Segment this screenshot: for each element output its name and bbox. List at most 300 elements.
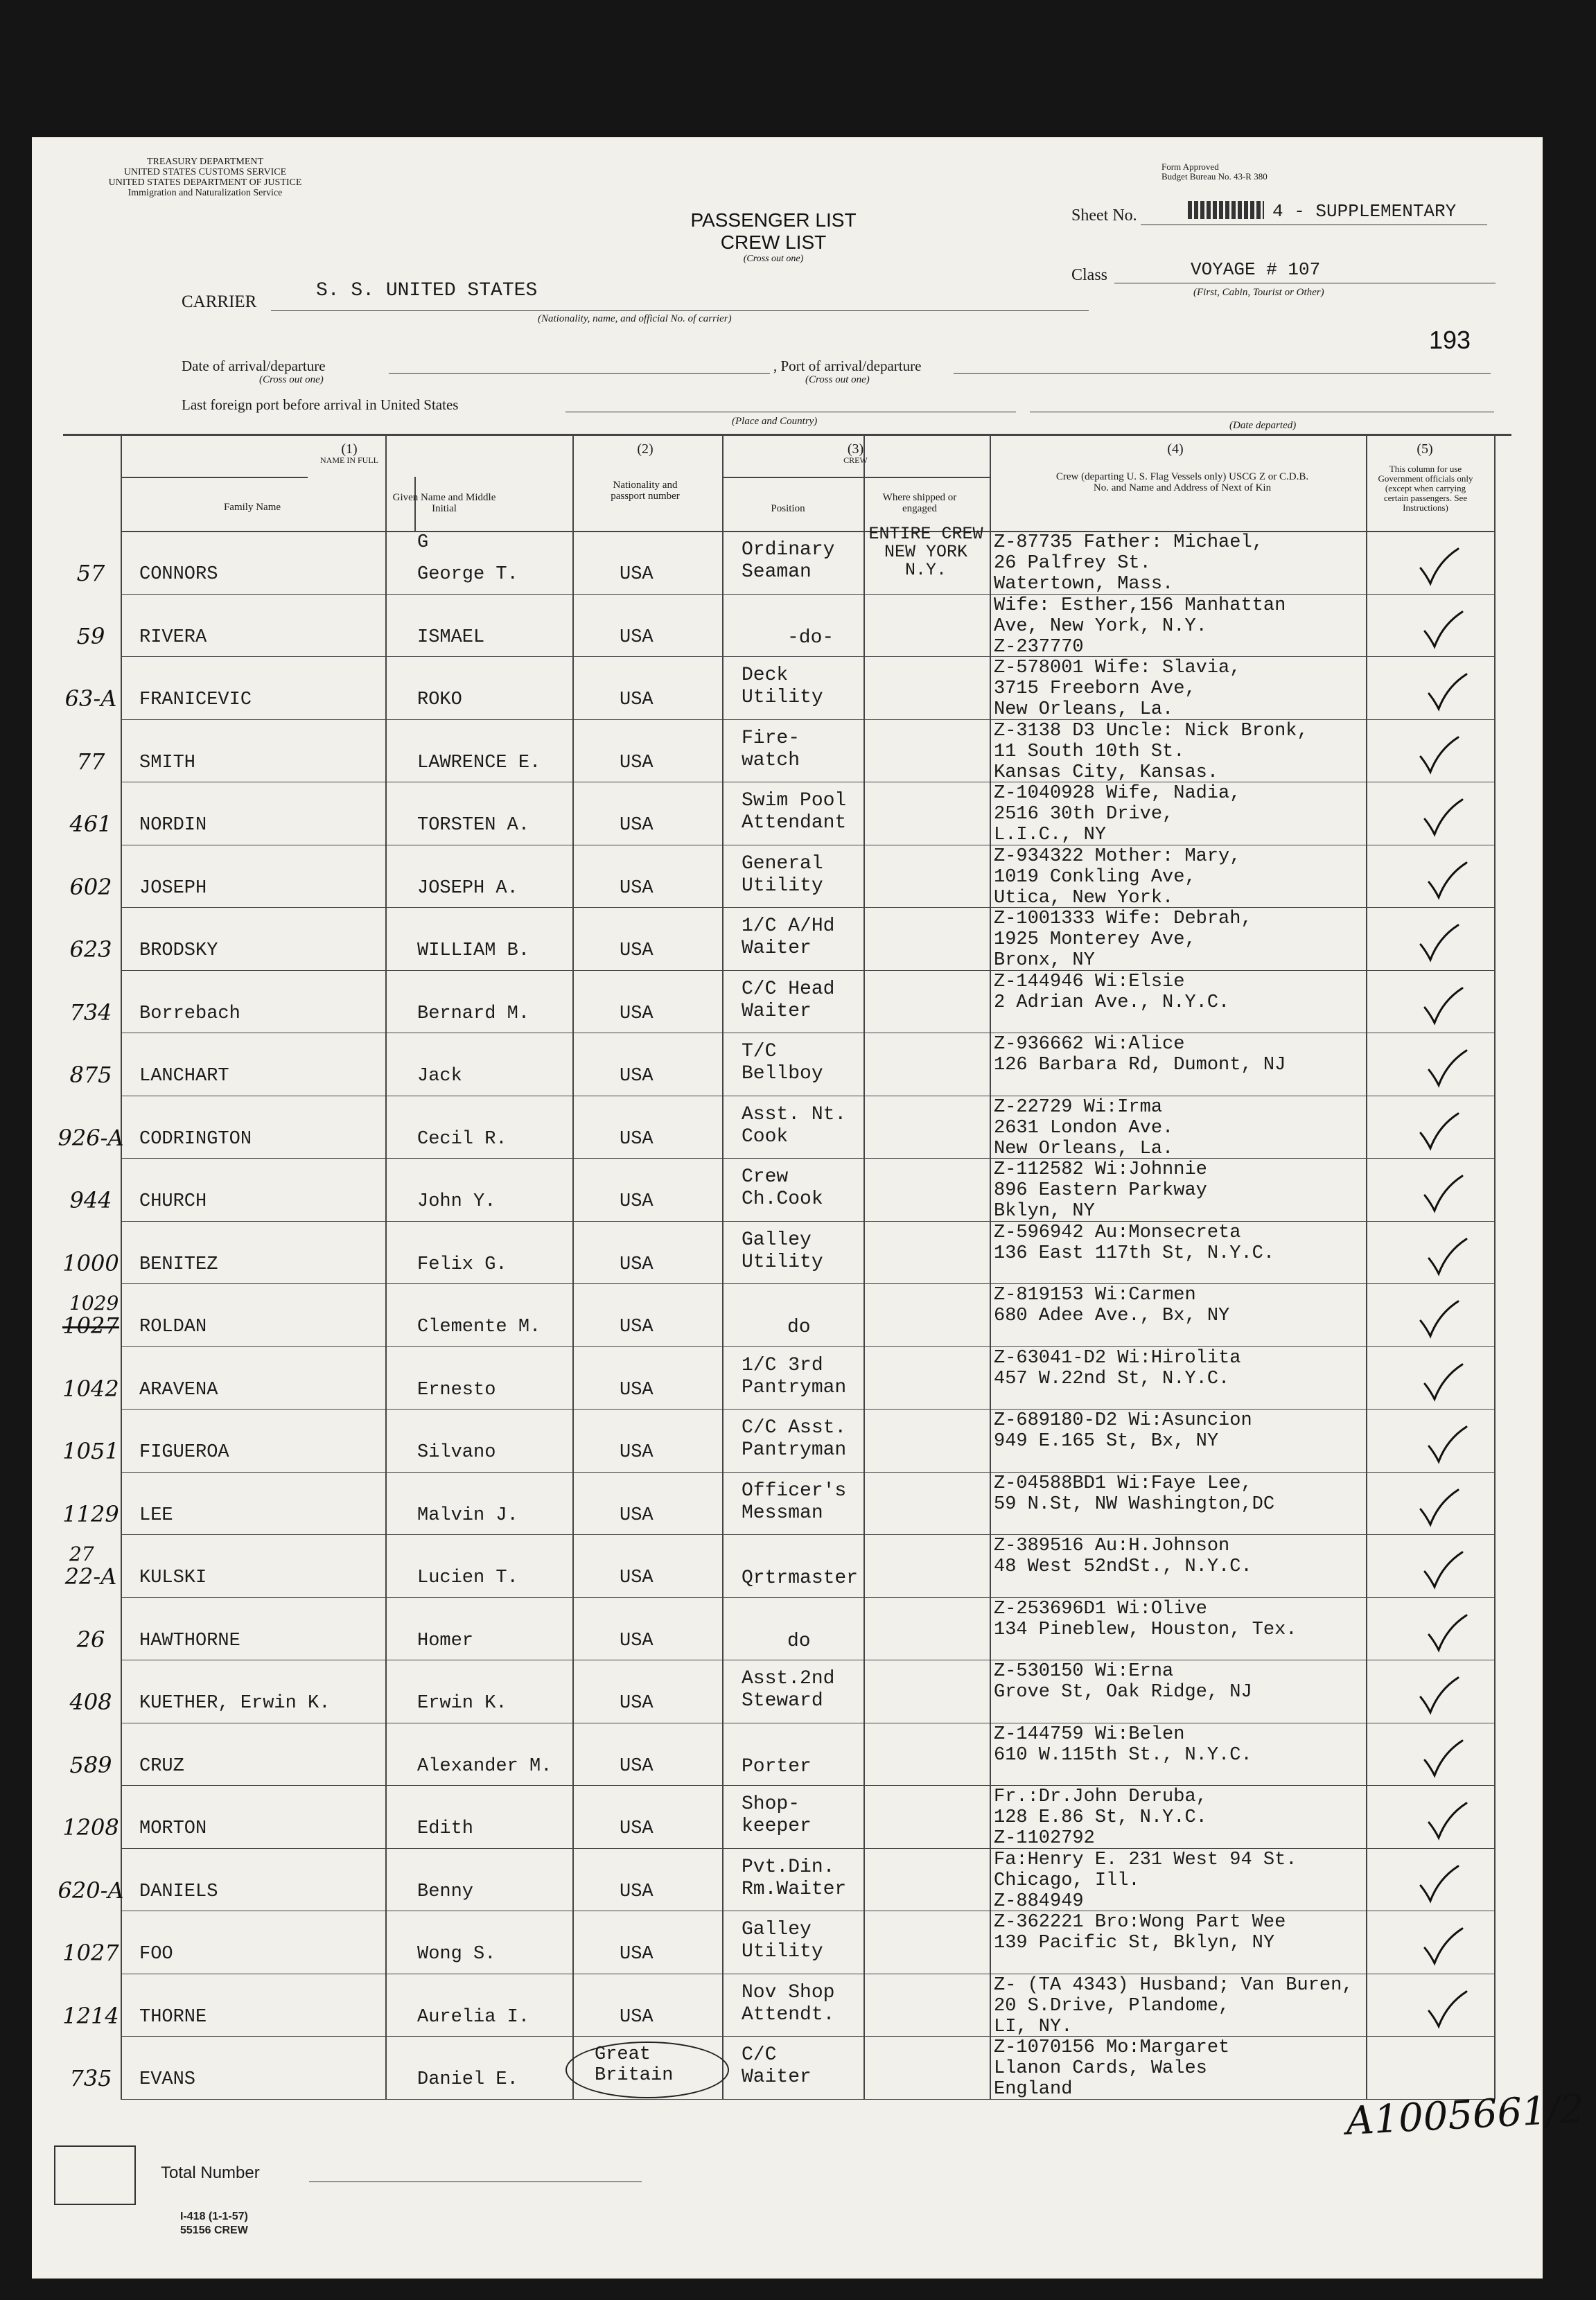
position: do	[787, 1317, 811, 1338]
next-of-kin-line: 896 Eastern Parkway	[994, 1180, 1207, 1201]
row-number: 22-A	[64, 1563, 117, 1590]
col4-title: Crew (departing U. S. Flag Vessels only) USCG Z or C.D.B. No. and Name and Address of Next of Kin	[1055, 471, 1309, 493]
next-of-kin-line: 134 Pineblew, Houston, Tex.	[994, 1619, 1297, 1640]
nationality: USA	[620, 1693, 654, 1714]
position: Bellboy	[742, 1063, 823, 1085]
position: Waiter	[742, 1000, 812, 1022]
check-mark-icon	[1418, 1865, 1436, 1898]
next-of-kin-line: 139 Pacific St, Bklyn, NY	[994, 1933, 1275, 1954]
next-of-kin-line: 3715 Freeborn Ave,	[994, 678, 1196, 699]
family-name: FIGUEROA	[139, 1442, 229, 1463]
next-of-kin-line: Z-22729 Wi:Irma	[994, 1096, 1163, 1118]
family-name: Borrebach	[139, 1003, 240, 1024]
row-number-note: 27	[69, 1543, 94, 1565]
col4-number: (4)	[1167, 441, 1184, 457]
family-name: ROLDAN	[139, 1317, 207, 1337]
total-box	[54, 2145, 136, 2205]
next-of-kin-line: 949 E.165 St, Bx, NY	[994, 1431, 1219, 1452]
row-rule	[121, 719, 1494, 720]
next-of-kin-line: 2 Adrian Ave., N.Y.C.	[994, 992, 1230, 1013]
position: Galley	[742, 1229, 812, 1251]
form-approved-line: Form Approved	[1161, 161, 1219, 172]
row-number: 602	[69, 873, 112, 900]
carrier-note: (Nationality, name, and official No. of carrier)	[538, 313, 732, 324]
family-name: SMITH	[139, 752, 196, 773]
position: Pvt.Din.	[742, 1856, 835, 1878]
family-name: ARAVENA	[139, 1379, 218, 1401]
check-mark-icon	[1422, 1551, 1440, 1584]
family-name: RIVERA	[139, 626, 207, 648]
given-name: John Y.	[417, 1191, 496, 1212]
nationality: USA	[620, 1504, 654, 1526]
position: keeper	[742, 1816, 812, 1837]
row-rule	[121, 1785, 1494, 1786]
col3-title: CREW	[843, 455, 868, 465]
row-number-note: 1029	[69, 1292, 119, 1315]
check-mark-icon	[1422, 1739, 1440, 1773]
check-mark-icon	[1422, 987, 1440, 1020]
position: Asst. Nt.	[742, 1103, 847, 1125]
next-of-kin-line: Z-112582 Wi:Johnnie	[994, 1159, 1207, 1180]
next-of-kin-line: Z-689180-D2 Wi:Asuncion	[994, 1410, 1252, 1431]
column-rule	[385, 434, 387, 2099]
column-rule	[863, 434, 865, 2099]
col2-number: (2)	[637, 441, 654, 457]
position: Nov Shop	[742, 1981, 835, 2003]
next-of-kin-line: 2516 30th Drive,	[994, 804, 1174, 825]
last-port-label: Last foreign port before arrival in United States	[182, 396, 459, 413]
row-number: 63-A	[64, 685, 117, 712]
next-of-kin-line: Wife: Esther,156 Manhattan	[994, 595, 1286, 616]
row-number: 944	[69, 1187, 112, 1213]
check-mark-icon	[1422, 1927, 1440, 1960]
date-departed-note: (Date departed)	[1229, 420, 1297, 431]
position: Attendant	[742, 812, 847, 834]
row-rule	[121, 656, 1494, 657]
family-name: CRUZ	[139, 1755, 184, 1777]
position: Attendt.	[742, 2003, 835, 2026]
nationality: USA	[620, 1066, 654, 1087]
given-name: Clemente M.	[417, 1317, 541, 1337]
next-of-kin-line: 2631 London Ave.	[994, 1117, 1174, 1139]
nationality: USA	[620, 1379, 654, 1401]
agency-line: Immigration and Naturalization Service	[128, 188, 283, 198]
family-name: HAWTHORNE	[139, 1630, 240, 1651]
position: Messman	[742, 1502, 823, 1524]
next-of-kin-line: Z-362221 Bro:Wong Part Wee	[994, 1912, 1286, 1933]
column-rule	[722, 434, 724, 2099]
check-mark-icon	[1426, 1238, 1444, 1271]
title-cross-note: (Cross out one)	[743, 254, 804, 264]
family-name: CONNORS	[139, 564, 218, 585]
row-number: 875	[69, 1062, 112, 1088]
position: General	[742, 852, 823, 875]
row-rule	[121, 1283, 1494, 1284]
given-name: Felix G.	[417, 1254, 507, 1275]
column-rule	[1366, 434, 1367, 2099]
next-of-kin-line: Z-144759 Wi:Belen	[994, 1723, 1185, 1745]
header-rule	[722, 477, 990, 478]
sheet-label: Sheet No.	[1071, 207, 1137, 225]
row-number: 589	[69, 1751, 112, 1778]
given-name: Malvin J.	[417, 1504, 518, 1526]
check-mark-icon	[1418, 1112, 1436, 1145]
family-name: MORTON	[139, 1818, 207, 1839]
row-rule	[121, 907, 1494, 908]
next-of-kin-line: Z-87735 Father: Michael,	[994, 532, 1263, 553]
row-number: 735	[69, 2065, 112, 2091]
next-of-kin-line: Z-237770	[994, 636, 1084, 658]
next-of-kin-line: 126 Barbara Rd, Dumont, NJ	[994, 1055, 1286, 1076]
next-of-kin-line: Watertown, Mass.	[994, 574, 1174, 595]
position: Officer's	[742, 1480, 847, 1502]
row-number: 77	[76, 748, 105, 775]
check-mark-icon	[1422, 798, 1440, 832]
nationality: USA	[620, 1881, 654, 1902]
nationality: USA	[620, 1317, 654, 1337]
family-name: DANIELS	[139, 1881, 218, 1902]
where-header: Where shipped or engaged	[882, 492, 957, 514]
crew-list-form	[32, 137, 1586, 2279]
row-number: 623	[69, 936, 112, 963]
nationality: USA	[620, 626, 654, 648]
col5-title: This column for use Government officials only (except when carrying certain passengers. See Instructions)	[1378, 464, 1473, 513]
next-of-kin-line: England	[994, 2079, 1073, 2100]
given-name: JOSEPH A.	[417, 877, 518, 899]
check-mark-icon	[1426, 1425, 1444, 1459]
next-of-kin-line: Z-144946 Wi:Elsie	[994, 971, 1185, 992]
agency-line: UNITED STATES CUSTOMS SERVICE	[123, 167, 287, 177]
row-rule	[121, 1472, 1494, 1473]
family-name: LEE	[139, 1504, 173, 1526]
next-of-kin-line: Kansas City, Kansas.	[994, 762, 1219, 783]
next-of-kin-line: New Orleans, La.	[994, 699, 1174, 720]
given-name: ROKO	[417, 690, 462, 710]
given-name: Homer	[417, 1630, 474, 1651]
next-of-kin-line: New Orleans, La.	[994, 1138, 1174, 1159]
row-rule	[121, 1346, 1494, 1347]
row-rule	[121, 1848, 1494, 1849]
row-rule	[121, 1409, 1494, 1410]
title-crew: CREW LIST	[720, 231, 827, 253]
next-of-kin-line: L.I.C., NY	[994, 825, 1107, 845]
given-name: Silvano	[417, 1442, 496, 1463]
family-name: JOSEPH	[139, 877, 207, 899]
check-mark-icon	[1426, 861, 1444, 895]
next-of-kin-line: Z-596942 Au:Monsecreta	[994, 1222, 1241, 1243]
next-of-kin-line: 128 E.86 St, N.Y.C.	[994, 1807, 1207, 1828]
position: Waiter	[742, 2066, 812, 2088]
position: Deck	[742, 665, 789, 686]
position: watch	[742, 749, 800, 771]
nationality: USA	[620, 877, 654, 899]
family-name: KUETHER, Erwin K.	[139, 1693, 331, 1714]
next-of-kin-line: Chicago, Ill.	[994, 1870, 1140, 1891]
nationality: USA	[620, 1568, 654, 1588]
given-name: Alexander M.	[417, 1755, 552, 1777]
position: Seaman	[742, 561, 812, 583]
agency-line: TREASURY DEPARTMENT	[146, 157, 264, 167]
next-of-kin-line: Z-253696D1 Wi:Olive	[994, 1598, 1207, 1619]
class-value: VOYAGE # 107	[1191, 259, 1321, 280]
place-note: (Place and Country)	[732, 416, 818, 427]
nationality: USA	[620, 752, 654, 773]
column-rule	[990, 434, 991, 2099]
check-mark-icon	[1422, 611, 1440, 644]
next-of-kin-line: Z-04588BD1 Wi:Faye Lee,	[994, 1473, 1252, 1494]
next-of-kin-line: Z-3138 D3 Uncle: Nick Bronk,	[994, 720, 1308, 741]
col5-number: (5)	[1417, 441, 1433, 457]
stamp-number: A1005661/2	[1344, 2087, 1586, 2144]
check-mark-icon	[1426, 1990, 1444, 2024]
position: Crew	[742, 1166, 789, 1188]
row-rule	[121, 2099, 1494, 2100]
nationality: USA	[620, 1818, 654, 1839]
position: Ch.Cook	[742, 1188, 823, 1210]
check-mark-icon	[1426, 673, 1444, 706]
nationality: USA	[620, 1755, 654, 1777]
next-of-kin-line: Z-934322 Mother: Mary,	[994, 845, 1241, 867]
where-shipped: N.Y.	[904, 560, 947, 580]
nationality: USA	[620, 1630, 654, 1651]
position: T/C	[742, 1041, 777, 1062]
row-number: 1027	[62, 1313, 119, 1339]
position: -do-	[787, 626, 834, 649]
next-of-kin-line: 59 N.St, NW Washington,DC	[994, 1493, 1275, 1515]
given-name: Edith	[417, 1818, 474, 1839]
nationality: USA	[620, 2006, 654, 2028]
row-rule	[121, 1534, 1494, 1535]
family-name: THORNE	[139, 2006, 207, 2028]
row-rule	[121, 594, 1494, 595]
position: 1/C A/Hd	[742, 915, 835, 937]
where-shipped: ENTIRE CREW	[868, 524, 983, 544]
family-name: CODRINGTON	[139, 1128, 252, 1150]
row-rule	[121, 2036, 1494, 2037]
row-number: 57	[76, 560, 105, 586]
family-name: CHURCH	[139, 1191, 207, 1212]
position: do	[787, 1630, 811, 1652]
family-name: EVANS	[139, 2069, 196, 2090]
given-name: ISMAEL	[417, 626, 485, 648]
position: Porter	[742, 1755, 812, 1777]
next-of-kin-line: LI, NY.	[994, 2016, 1073, 2037]
nationality: USA	[620, 1944, 654, 1965]
row-number: 1129	[62, 1500, 119, 1527]
family-name: BRODSKY	[139, 940, 218, 961]
next-of-kin-line: Grove St, Oak Ridge, NJ	[994, 1682, 1252, 1703]
next-of-kin-line: Z-1001333 Wife: Debrah,	[994, 908, 1252, 929]
next-of-kin-line: 136 East 117th St, N.Y.C.	[994, 1243, 1275, 1264]
page-number: 193	[1429, 326, 1471, 354]
next-of-kin-line: Z-884949	[994, 1890, 1084, 1912]
row-number: 1042	[62, 1375, 119, 1402]
next-of-kin-line: Z- (TA 4343) Husband; Van Buren,	[994, 1974, 1353, 1996]
position: C/C	[742, 2044, 777, 2066]
row-number: 620-A	[58, 1877, 124, 1904]
check-mark-icon	[1426, 1802, 1444, 1835]
col3-number: (3)	[847, 441, 864, 457]
col1-title: NAME IN FULL	[320, 455, 378, 465]
position: Utility	[742, 875, 823, 897]
check-mark-icon	[1418, 547, 1436, 581]
row-number: 1208	[62, 1814, 119, 1841]
nationality: USA	[620, 815, 654, 836]
row-number: 734	[69, 999, 112, 1026]
form-code: 55156 CREW	[180, 2224, 248, 2236]
port-label: , Port of arrival/departure	[773, 358, 922, 374]
nationality: USA	[620, 1128, 654, 1150]
class-label: Class	[1071, 266, 1108, 284]
position: Pantryman	[742, 1439, 847, 1461]
row-number: 59	[76, 622, 105, 649]
nationality: USA	[620, 564, 654, 585]
nationality: USA	[620, 940, 654, 961]
next-of-kin-line: Ave, New York, N.Y.	[994, 615, 1207, 637]
nationality-header: Nationality and passport number	[611, 480, 680, 502]
given-name: Ernesto	[417, 1379, 496, 1401]
nationality: Great Britain	[595, 2044, 674, 2086]
next-of-kin-line: Fr.:Dr.John Deruba,	[994, 1787, 1207, 1807]
position: C/C Head	[742, 978, 835, 1000]
position: Ordinary	[742, 539, 835, 561]
col1-header	[121, 441, 578, 466]
title-passenger: PASSENGER LIST	[690, 209, 857, 231]
position: Fire-	[742, 727, 800, 749]
row-number: 926-A	[58, 1124, 124, 1151]
class-note: (First, Cabin, Tourist or Other)	[1193, 287, 1324, 298]
form-number: I-418 (1-1-57)	[180, 2211, 248, 2222]
given-name: LAWRENCE E.	[417, 752, 541, 773]
position: Asst.2nd	[742, 1668, 835, 1689]
position: Steward	[742, 1690, 823, 1712]
position: Pantryman	[742, 1376, 847, 1398]
position: Utility	[742, 1251, 823, 1273]
where-shipped: NEW YORK	[884, 542, 968, 562]
family-header: Family Name	[223, 502, 281, 513]
position: Utility	[742, 1941, 823, 1963]
next-of-kin-line: Z-936662 Wi:Alice	[994, 1034, 1185, 1055]
header-bottom-rule	[121, 531, 1494, 532]
next-of-kin-line: Z-819153 Wi:Carmen	[994, 1285, 1196, 1306]
carrier-label: CARRIER	[182, 292, 257, 311]
row-number: 461	[69, 811, 112, 837]
check-mark-icon	[1418, 1489, 1436, 1522]
row-number: 1051	[62, 1438, 119, 1464]
given-name: Bernard M.	[417, 1003, 530, 1024]
next-of-kin-line: Z-530150 Wi:Erna	[994, 1661, 1174, 1682]
check-mark-icon	[1426, 1614, 1444, 1647]
next-of-kin-line: Bklyn, NY	[994, 1201, 1095, 1222]
position: 1/C 3rd	[742, 1354, 823, 1376]
check-mark-icon	[1422, 1363, 1440, 1396]
family-name: BENITEZ	[139, 1254, 218, 1275]
family-name: KULSKI	[139, 1568, 207, 1588]
position: Shop-	[742, 1793, 800, 1815]
row-number: 1000	[62, 1249, 119, 1276]
position: Cook	[742, 1125, 789, 1148]
col1-number: (1)	[341, 441, 358, 457]
given-header: Given Name and Middle Initial	[392, 492, 496, 514]
check-mark-icon	[1422, 1175, 1440, 1208]
check-mark-icon	[1418, 1300, 1436, 1333]
next-of-kin-line: 610 W.115th St., N.Y.C.	[994, 1744, 1252, 1766]
arrival-label: Date of arrival/departure	[182, 358, 326, 374]
given-name: Daniel E.	[417, 2069, 518, 2090]
given-name: WILLIAM B.	[417, 940, 530, 961]
given-name: Erwin K.	[417, 1693, 507, 1714]
col3-header	[722, 441, 989, 466]
next-of-kin-line: 26 Palfrey St.	[994, 553, 1151, 574]
next-of-kin-line: Utica, New York.	[994, 887, 1174, 908]
next-of-kin-line: Llanon Cards, Wales	[994, 2058, 1207, 2079]
row-number: 408	[69, 1689, 112, 1715]
given-name: George T.	[417, 564, 518, 585]
given-name: Wong S.	[417, 1944, 496, 1965]
next-of-kin-line: Z-1040928 Wife, Nadia,	[994, 783, 1241, 804]
family-name: LANCHART	[139, 1066, 229, 1087]
next-of-kin-line: Z-578001 Wife: Slavia,	[994, 658, 1241, 678]
check-mark-icon	[1418, 1676, 1436, 1710]
position: Galley	[742, 1919, 812, 1940]
carrier-value: S. S. UNITED STATES	[316, 280, 538, 301]
row-rule	[121, 970, 1494, 971]
next-of-kin-line: 48 West 52ndSt., N.Y.C.	[994, 1556, 1252, 1577]
next-of-kin-line: 457 W.22nd St, N.Y.C.	[994, 1368, 1230, 1389]
nationality: USA	[620, 1003, 654, 1024]
position: C/C Asst.	[742, 1417, 847, 1439]
next-of-kin-line: 680 Adee Ave., Bx, NY	[994, 1306, 1230, 1326]
next-of-kin-line: 1925 Monterey Ave,	[994, 929, 1196, 950]
next-of-kin-line: 1019 Conkling Ave,	[994, 866, 1196, 888]
nationality: USA	[620, 1442, 654, 1463]
form-approved-line: Budget Bureau No. 43-R 380	[1161, 171, 1268, 182]
position: Qrtrmaster	[742, 1568, 859, 1589]
nationality: USA	[620, 1254, 654, 1275]
position: Utility	[742, 687, 823, 708]
given-name: Jack	[417, 1066, 462, 1087]
arrival-note: (Cross out one)	[259, 374, 324, 385]
given-name: TORSTEN A.	[417, 815, 530, 836]
next-of-kin-line: Z-1070156 Mo:Margaret	[994, 2037, 1230, 2058]
given-name: Aurelia I.	[417, 2006, 530, 2028]
row-number-strike	[62, 1326, 119, 1328]
family-name: FRANICEVIC	[139, 690, 252, 710]
next-of-kin-line: Z-63041-D2 Wi:Hirolita	[994, 1347, 1241, 1369]
column-rule	[572, 434, 574, 2099]
row-rule	[121, 1158, 1494, 1159]
port-note: (Cross out one)	[805, 374, 870, 385]
family-name: NORDIN	[139, 815, 207, 836]
family-name: FOO	[139, 1944, 173, 1965]
next-of-kin-line: 20 S.Drive, Plandome,	[994, 1995, 1230, 2017]
nationality: USA	[620, 690, 654, 710]
header-rule	[121, 477, 308, 478]
given-name: Benny	[417, 1881, 474, 1902]
sheet-value: 4 - SUPPLEMENTARY	[1272, 201, 1457, 222]
agency-line: UNITED STATES DEPARTMENT OF JUSTICE	[108, 177, 302, 188]
column-rule	[1494, 434, 1496, 2099]
next-of-kin-line: Fa:Henry E. 231 West 94 St.	[994, 1849, 1297, 1870]
position: Rm.Waiter	[742, 1878, 847, 1900]
position-header: Position	[771, 503, 805, 514]
next-of-kin-line: 11 South 10th St.	[994, 741, 1185, 762]
given-name-note: G	[417, 532, 429, 553]
total-label: Total Number	[161, 2163, 260, 2182]
check-mark-icon	[1418, 924, 1436, 957]
nationality: USA	[620, 1191, 654, 1212]
row-rule	[121, 1597, 1494, 1598]
